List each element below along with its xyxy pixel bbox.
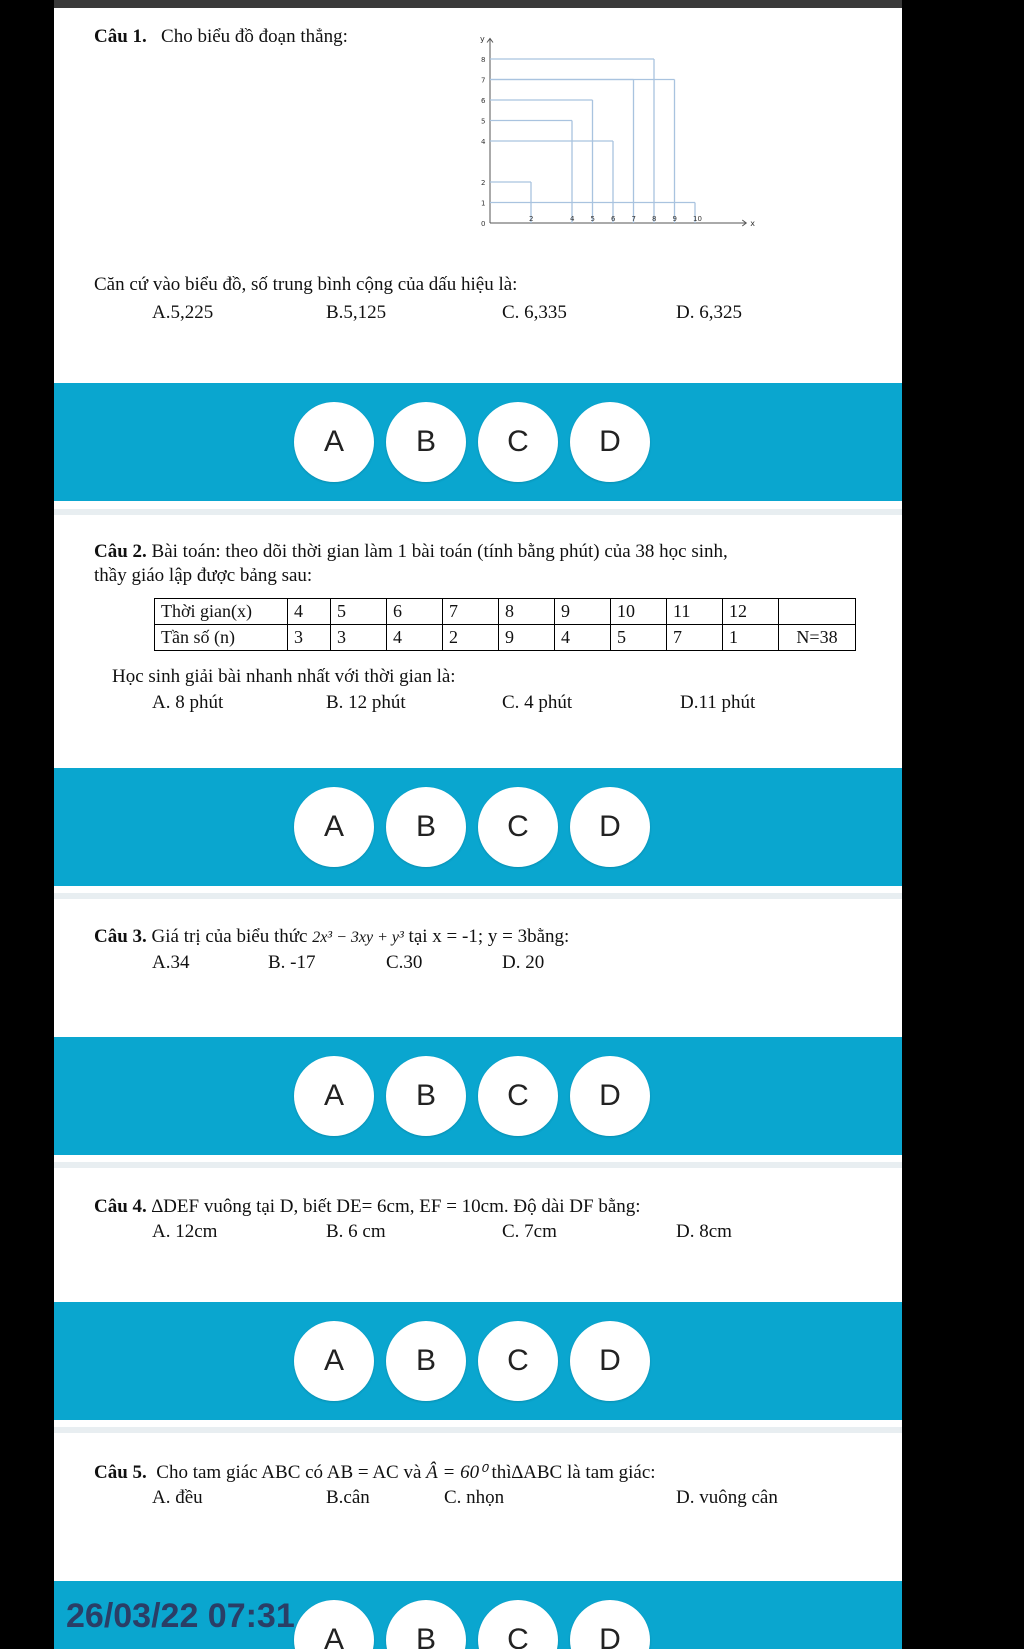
answer-d-button[interactable]: D xyxy=(570,402,650,482)
y-tick-label: 2 xyxy=(481,179,486,187)
y-tick-label: 5 xyxy=(481,117,486,126)
question-2 xyxy=(94,541,728,563)
x-tick-label: 8 xyxy=(652,215,657,223)
option-a: A.34 xyxy=(152,952,190,973)
question-text: tại x = -1; y = 3bằng: xyxy=(408,926,570,947)
answer-c-button[interactable]: C xyxy=(478,787,558,867)
table-cell: 9 xyxy=(555,599,611,625)
y-tick-label: 7 xyxy=(481,76,486,85)
x-tick-label: 9 xyxy=(672,215,677,223)
table-cell: 4 xyxy=(555,625,611,651)
y-tick-label: 4 xyxy=(481,138,486,146)
answer-b-button[interactable]: B xyxy=(386,1321,466,1401)
question-text: ∆DEF vuông tại D, biết DE= 6cm, EF = 10cm. Độ dài DF bằng: xyxy=(151,1196,641,1217)
option-d: D. 8cm xyxy=(676,1221,732,1242)
y-tick-label: 6 xyxy=(481,97,486,105)
answer-b-button[interactable]: B xyxy=(386,402,466,482)
question-text: Giá trị của biểu thức xyxy=(151,926,308,947)
answer-bar-3 xyxy=(54,1037,902,1155)
option-b: B.5,125 xyxy=(326,302,387,323)
answer-b-button[interactable]: B xyxy=(386,1600,466,1649)
x-tick-label: 2 xyxy=(529,215,534,223)
option-b: B. 6 cm xyxy=(326,1221,386,1242)
option-b: B.cân xyxy=(326,1487,370,1508)
answer-a-button[interactable]: A xyxy=(294,1056,374,1136)
answer-c-button[interactable]: C xyxy=(478,1056,558,1136)
answer-b-button[interactable]: B xyxy=(386,787,466,867)
question-5 xyxy=(94,1462,656,1484)
option-d: D.11 phút xyxy=(680,692,756,713)
option-c: C. 4 phút xyxy=(502,692,573,713)
option-b: B. 12 phút xyxy=(326,692,406,713)
option-a: A.5,225 xyxy=(152,302,214,323)
table-cell: 6 xyxy=(387,599,443,625)
table-cell: 3 xyxy=(288,625,331,651)
table-cell xyxy=(779,599,856,625)
question-2-prompt: Học sinh giải bài nhanh nhất với thời gian là: xyxy=(112,666,456,687)
math-expression: 2x³ − 3xy + y³ xyxy=(312,929,404,946)
question-text: Cho biểu đồ đoạn thẳng: xyxy=(161,26,348,47)
y-axis-label: y xyxy=(480,34,485,44)
answer-a-button[interactable]: A xyxy=(294,787,374,867)
line-chart xyxy=(470,26,780,238)
answer-bar-2 xyxy=(54,768,902,886)
answer-b-button[interactable]: B xyxy=(386,1056,466,1136)
option-d: D. 20 xyxy=(502,952,545,973)
table-cell: 5 xyxy=(331,599,387,625)
divider xyxy=(54,1427,902,1433)
question-label: Câu 1. xyxy=(94,26,147,47)
x-tick-label: 4 xyxy=(570,215,575,223)
table-cell: N=38 xyxy=(779,625,856,651)
table-row xyxy=(155,625,856,651)
question-label: Câu 3. xyxy=(94,926,147,947)
option-d: D. vuông cân xyxy=(676,1487,778,1508)
table-header-cell: Tần số (n) xyxy=(155,625,288,651)
question-text: thì∆ABC là tam giác: xyxy=(491,1462,656,1483)
y-tick-label: 0 xyxy=(481,220,486,228)
answer-a-button[interactable]: A xyxy=(294,402,374,482)
photo-timestamp: 26/03/22 07:31 xyxy=(66,1597,295,1635)
y-tick-label: 8 xyxy=(481,56,486,64)
answer-c-button[interactable]: C xyxy=(478,1321,558,1401)
table-header-cell: Thời gian(x) xyxy=(155,599,288,625)
answer-a-button[interactable]: A xyxy=(294,1600,374,1649)
question-2-text-cont: thầy giáo lập được bảng sau: xyxy=(94,565,313,586)
table-cell: 8 xyxy=(499,599,555,625)
table-cell: 1 xyxy=(723,625,779,651)
x-axis-label: x xyxy=(750,219,755,228)
answer-d-button[interactable]: D xyxy=(570,787,650,867)
option-a: A. 8 phút xyxy=(152,692,224,713)
table-cell: 5 xyxy=(611,625,667,651)
question-label: Câu 2. xyxy=(94,541,147,562)
question-label: Câu 4. xyxy=(94,1196,147,1217)
option-b: B. -17 xyxy=(268,952,316,973)
table-row xyxy=(155,599,856,625)
table-cell: 12 xyxy=(723,599,779,625)
option-c: C. nhọn xyxy=(444,1487,505,1508)
table-cell: 2 xyxy=(443,625,499,651)
answer-bar-4 xyxy=(54,1302,902,1420)
angle-expression: Â = 60⁰ xyxy=(426,1462,487,1483)
divider xyxy=(54,509,902,515)
answer-d-button[interactable]: D xyxy=(570,1321,650,1401)
divider xyxy=(54,1162,902,1168)
x-tick-label: 10 xyxy=(693,215,702,223)
frequency-table xyxy=(154,598,856,651)
option-c: C. 6,335 xyxy=(502,302,567,323)
table-cell: 7 xyxy=(667,625,723,651)
table-cell: 7 xyxy=(443,599,499,625)
table-cell: 4 xyxy=(387,625,443,651)
option-c: C. 7cm xyxy=(502,1221,557,1242)
option-c: C.30 xyxy=(386,952,423,973)
table-cell: 4 xyxy=(288,599,331,625)
x-tick-label: 6 xyxy=(611,215,616,223)
question-3 xyxy=(94,926,569,949)
answer-bar-1 xyxy=(54,383,902,501)
question-1 xyxy=(94,26,348,48)
table-cell: 10 xyxy=(611,599,667,625)
table-cell: 9 xyxy=(499,625,555,651)
question-text: Bài toán: theo dõi thời gian làm 1 bài toán (tính bằng phút) của 38 học sinh, xyxy=(151,541,728,562)
answer-c-button[interactable]: C xyxy=(478,1600,558,1649)
question-label: Câu 5. xyxy=(94,1462,147,1483)
status-bar xyxy=(54,0,902,8)
answer-c-button[interactable]: C xyxy=(478,402,558,482)
x-tick-label: 7 xyxy=(631,215,636,223)
table-cell: 11 xyxy=(667,599,723,625)
x-tick-label: 5 xyxy=(590,215,595,223)
option-d: D. 6,325 xyxy=(676,302,742,323)
option-a: A. 12cm xyxy=(152,1221,218,1242)
y-tick-label: 1 xyxy=(481,199,486,208)
question-1-prompt: Căn cứ vào biểu đồ, số trung bình cộng của dấu hiệu là: xyxy=(94,274,518,295)
answer-d-button[interactable]: D xyxy=(570,1600,650,1649)
answer-d-button[interactable]: D xyxy=(570,1056,650,1136)
question-4 xyxy=(94,1196,641,1218)
table-cell: 3 xyxy=(331,625,387,651)
question-text: Cho tam giác ABC có AB = AC và xyxy=(156,1462,422,1483)
option-a: A. đều xyxy=(152,1487,203,1508)
divider xyxy=(54,893,902,899)
answer-a-button[interactable]: A xyxy=(294,1321,374,1401)
